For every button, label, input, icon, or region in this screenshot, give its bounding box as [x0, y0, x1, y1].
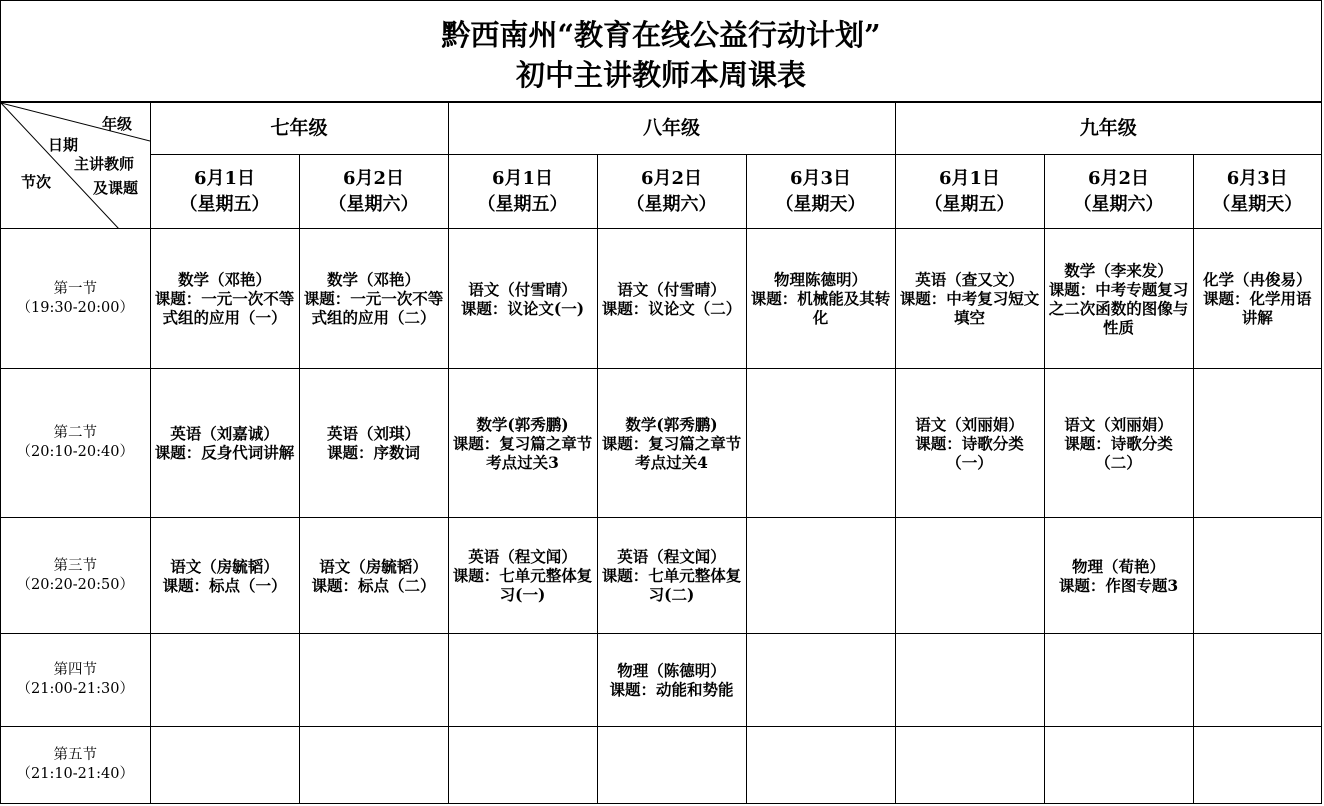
- date-label: 6月2日: [1087, 167, 1150, 189]
- lesson-cell: [150, 727, 299, 804]
- lesson-teacher: 语文（付雪晴）: [468, 279, 577, 299]
- lesson-cell: [299, 727, 448, 804]
- date-header-4: [746, 155, 895, 229]
- lesson-teacher: 英语（查又文）: [915, 270, 1024, 289]
- lesson-cell: [746, 229, 895, 369]
- lesson-cell: [150, 518, 299, 634]
- session-name: 第四节: [53, 662, 97, 678]
- table-row: [1, 634, 1321, 727]
- session-header-cell: [1, 634, 150, 727]
- date-label: 6月3日: [1226, 167, 1288, 189]
- lesson-cell: [746, 369, 895, 518]
- corner-teacher-label-1: 主讲教师: [74, 155, 135, 173]
- session-time: （19:30-20:00）: [16, 299, 134, 316]
- lesson-topic: 课题：标点（一）: [162, 575, 287, 595]
- page-subtitle: 初中主讲教师本周课表: [515, 58, 806, 92]
- date-label: 6月1日: [193, 167, 256, 189]
- weekday-label: （星期六）: [1073, 193, 1164, 215]
- lesson-cell: [299, 518, 448, 634]
- lesson-teacher: 数学(郭秀鹏): [625, 414, 718, 434]
- lesson-cell: [1044, 229, 1193, 369]
- lesson-topic: 课题：一元一次不等式组的应用（二）: [303, 289, 444, 327]
- lesson-topic: 课题：标点（二）: [311, 575, 436, 595]
- lesson-topic: 课题：七单元整体复习(二): [601, 566, 742, 604]
- session-header-cell: [1, 518, 150, 634]
- corner-session-label: 节次: [21, 173, 52, 191]
- lesson-cell: [448, 634, 597, 727]
- date-header-2: [448, 155, 597, 229]
- session-name: 第一节: [53, 280, 97, 297]
- lesson-cell: [299, 634, 448, 727]
- lesson-cell: [746, 518, 895, 634]
- lesson-cell: [1193, 634, 1321, 727]
- weekday-label: （星期五）: [477, 193, 568, 215]
- lesson-cell: [1193, 229, 1321, 369]
- lesson-cell: [1044, 369, 1193, 518]
- table-row: [1, 369, 1321, 518]
- weekday-label: （星期天）: [1212, 193, 1303, 215]
- lesson-topic: 课题：中考复习短文填空: [899, 289, 1040, 327]
- table-row: [1, 518, 1321, 634]
- table-row: [1, 727, 1321, 804]
- session-time: （20:10-20:40）: [16, 444, 134, 460]
- lesson-cell: [1193, 727, 1321, 804]
- lesson-cell: [150, 634, 299, 727]
- lesson-cell: [448, 369, 597, 518]
- lesson-cell: [299, 229, 448, 369]
- lesson-topic: 课题：作图专题3: [1058, 575, 1179, 595]
- weekday-label: （星期六）: [626, 193, 717, 215]
- lesson-cell: [597, 634, 746, 727]
- date-header-6: [1044, 155, 1193, 229]
- grade-header-8: 八年级: [448, 103, 895, 155]
- weekday-label: （星期五）: [924, 193, 1015, 215]
- session-time: （21:10-21:40）: [16, 766, 134, 782]
- grade-header-9: 九年级: [895, 103, 1321, 155]
- table-row: [1, 229, 1321, 369]
- page-title: 黔西南州“教育在线公益行动计划”: [441, 18, 881, 52]
- lesson-topic: 课题：复习篇之章节考点过关4: [601, 433, 742, 472]
- lesson-cell: [597, 727, 746, 804]
- lesson-teacher: 语文（付雪晴）: [617, 279, 726, 299]
- lesson-teacher: 数学（邓艳）: [326, 270, 420, 289]
- lesson-teacher: 数学（邓艳）: [177, 270, 271, 289]
- lesson-cell: [895, 727, 1044, 804]
- weekday-label: （星期六）: [328, 193, 419, 215]
- date-header-0: [150, 155, 299, 229]
- lesson-cell: [1044, 727, 1193, 804]
- lesson-cell: [448, 518, 597, 634]
- lesson-cell: [895, 229, 1044, 369]
- weekday-label: （星期五）: [179, 193, 270, 215]
- session-name: 第五节: [53, 747, 97, 763]
- lesson-cell: [597, 518, 746, 634]
- date-label: 6月1日: [938, 167, 1001, 189]
- lesson-cell: [150, 229, 299, 369]
- session-name: 第二节: [53, 425, 97, 441]
- lesson-topic: 课题：动能和势能: [609, 680, 734, 699]
- lesson-cell: [150, 369, 299, 518]
- lesson-cell: [746, 634, 895, 727]
- lesson-cell: [895, 369, 1044, 518]
- lesson-topic: 课题：机械能及其转化: [750, 289, 891, 327]
- lesson-cell: [448, 727, 597, 804]
- date-header-7: [1193, 155, 1321, 229]
- lesson-topic: 课题：化学用语讲解: [1202, 289, 1312, 327]
- lesson-cell: [1193, 518, 1321, 634]
- lesson-topic: 课题：议论文（二）: [601, 298, 742, 318]
- lesson-topic: 课题：诗歌分类（二）: [1064, 433, 1173, 472]
- title-box: [1, 1, 1321, 102]
- date-label: 6月2日: [640, 167, 703, 189]
- corner-header-cell: [1, 103, 150, 229]
- lesson-topic: 课题：议论文(一): [460, 298, 585, 318]
- corner-teacher-label-2: 及课题: [93, 179, 139, 197]
- lesson-cell: [895, 634, 1044, 727]
- corner-grade-label: 年级: [102, 115, 133, 133]
- lesson-teacher: 物理（荀艳）: [1071, 556, 1165, 576]
- lesson-cell: [448, 229, 597, 369]
- lesson-teacher: 语文（刘丽娟）: [915, 414, 1024, 434]
- lesson-teacher: 英语（刘琪）: [326, 424, 420, 443]
- lesson-teacher: 英语（程文闻）: [617, 547, 726, 566]
- corner-date-label: 日期: [48, 136, 79, 154]
- date-label: 6月1日: [491, 167, 554, 189]
- lesson-teacher: 物理（陈德明）: [617, 661, 726, 680]
- date-label: 6月2日: [342, 167, 405, 189]
- grade-header-7: 七年级: [150, 103, 448, 155]
- session-header-cell: [1, 229, 150, 369]
- lesson-teacher: 语文（刘丽娟）: [1064, 414, 1173, 434]
- lesson-cell: [597, 229, 746, 369]
- date-header-3: [597, 155, 746, 229]
- lesson-cell: [895, 518, 1044, 634]
- lesson-topic: 课题：中考专题复习之二次函数的图像与性质: [1048, 279, 1189, 337]
- lesson-teacher: 语文（房毓韬）: [170, 556, 279, 576]
- date-label: 6月3日: [789, 167, 852, 189]
- weekday-label: （星期天）: [775, 193, 866, 215]
- schedule-table: [1, 102, 1321, 804]
- lesson-teacher: 语文（房毓韬）: [319, 556, 428, 576]
- lesson-topic: 课题：七单元整体复习(一): [452, 566, 593, 604]
- date-header-1: [299, 155, 448, 229]
- session-header-cell: [1, 369, 150, 518]
- lesson-teacher: 英语（刘嘉诚）: [170, 424, 279, 443]
- lesson-teacher: 数学（李来发）: [1064, 260, 1173, 280]
- lesson-teacher: 英语（程文闻）: [468, 547, 577, 566]
- session-time: （20:20-20:50）: [16, 576, 134, 593]
- lesson-topic: 课题：序数词: [326, 443, 420, 462]
- lesson-topic: 课题：一元一次不等式组的应用（一）: [154, 289, 295, 327]
- lesson-cell: [1193, 369, 1321, 518]
- date-header-5: [895, 155, 1044, 229]
- lesson-teacher: 数学(郭秀鹏): [476, 414, 569, 434]
- lesson-cell: [1044, 634, 1193, 727]
- lesson-topic: 课题：复习篇之章节考点过关3: [452, 433, 593, 472]
- lesson-topic: 课题：反身代词讲解: [154, 443, 295, 462]
- lesson-cell: [1044, 518, 1193, 634]
- lesson-cell: [597, 369, 746, 518]
- lesson-topic: 课题：诗歌分类（一）: [915, 433, 1024, 472]
- session-time: （21:00-21:30）: [16, 681, 134, 697]
- lesson-cell: [299, 369, 448, 518]
- lesson-teacher: 物理陈德明）: [773, 270, 867, 289]
- lesson-teacher: 化学（冉俊易）: [1202, 270, 1312, 289]
- session-name: 第三节: [53, 557, 97, 574]
- lesson-cell: [746, 727, 895, 804]
- session-header-cell: [1, 727, 150, 804]
